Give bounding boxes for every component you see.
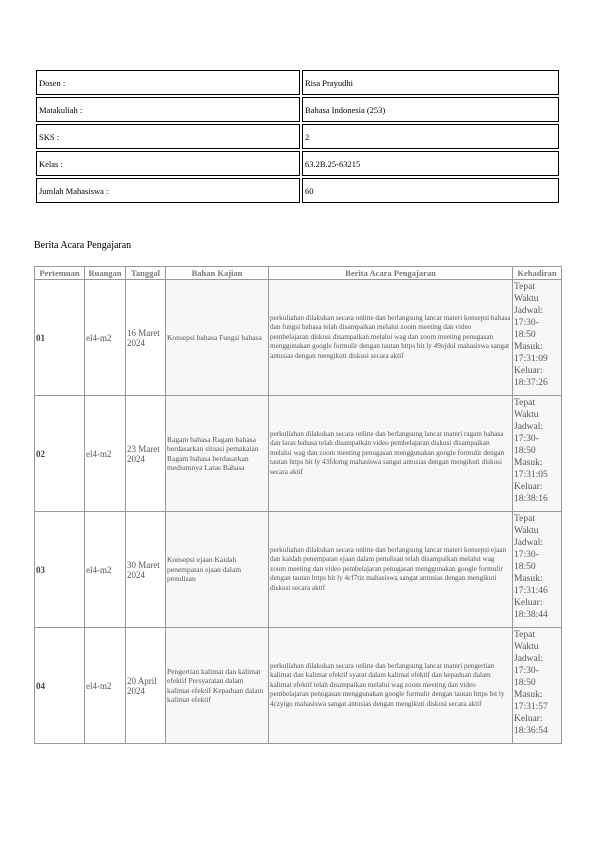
room: el4-m2 [85, 396, 126, 512]
topic: Konsepsi ejaan Kaidah penempatan ejaan dalam penulisan [166, 512, 269, 628]
room: el4-m2 [85, 628, 126, 744]
table-row [35, 396, 562, 512]
table-row [35, 280, 562, 396]
record-text: perkuliahan dilakukan secara online dan berlangsung lancar materi konsepsi bahasa dan fungsi bahasa telah disampaikan melalui zoom meeting dan video pembelajaran diskusi disampaikan melalui wag dan zoom meeting penugasan menggunakan google formulir dengan tautan https bit ly 49ojdol mahasiswa sangat antusias dengan mengikuti diskusi secara aktif [269, 280, 513, 396]
info-row-students [36, 178, 559, 203]
attendance: Tepat Waktu Jadwal: 17:30-18:50 Masuk: 17:31:46 Keluar: 18:38:44 [513, 512, 562, 628]
section-title: Berita Acara Pengajaran [34, 240, 132, 251]
table-row [35, 628, 562, 744]
attendance: Tepat Waktu Jadwal: 17:30-18:50 Masuk: 17:31:57 Keluar: 18:36:54 [513, 628, 562, 744]
header-date: Tanggal [126, 267, 166, 280]
date: 30 Maret 2024 [126, 512, 166, 628]
info-label: Kelas : [36, 151, 300, 176]
record-text: perkuliahan dilakukan secara online dan berlangsung lancar materi ragam bahasa dan laras bahasa telah disampaikan video pembelajaran diskusi disampaikan melalui wag dan zoom meeting penugasan menggunakan google formulir dengan tautan https bit ly 43fdomg mahasiswa sangat antusias dengan mengikuti diskusi secara aktif [269, 396, 513, 512]
info-row-lecturer [36, 70, 559, 95]
table-header-row [35, 267, 562, 280]
info-value: 63.2B.25-63215 [302, 151, 559, 176]
topic: Ragam bahasa Ragam bahasa berdasarkan situasi pemakaian Ragam bahasa berdasarkan mediumnya Laras Bahasa [166, 396, 269, 512]
topic: Konsepsi bahasa Fungsi bahasa [166, 280, 269, 396]
table-row [35, 512, 562, 628]
attendance: Tepat Waktu Jadwal: 17:30-18:50 Masuk: 17:31:05 Keluar: 18:38:16 [513, 396, 562, 512]
teaching-record-table [34, 266, 562, 744]
date: 23 Maret 2024 [126, 396, 166, 512]
record-text: perkuliahan dilakukan secara online dan berlangsung lancar materi konsepsi ejaan dan kaidah penempatan ejaan dalam penulisan telah disampaikan melalui wag zoom meeting dan video pembelajaran penugasan menggunakan google formulir dengan tautan https bit ly 4cf7tiz mahasiswa sangat antusias dengan mengikuti diskusi secara aktif [269, 512, 513, 628]
meeting-number: 02 [35, 396, 85, 512]
info-value: Risa Prayudhi [302, 70, 559, 95]
header-record: Berita Acara Pengajaran [269, 267, 513, 280]
meeting-number: 01 [35, 280, 85, 396]
topic: Pengertian kalimat dan kalimat efektif Persyaratan dalam kalimat efektif Kepaduan dalam kalimat efektif [166, 628, 269, 744]
info-value: 2 [302, 124, 559, 149]
meeting-number: 04 [35, 628, 85, 744]
room: el4-m2 [85, 280, 126, 396]
attendance: Tepat Waktu Jadwal: 17:30-18:50 Masuk: 17:31:09 Keluar: 18:37:26 [513, 280, 562, 396]
room: el4-m2 [85, 512, 126, 628]
info-value: 60 [302, 178, 559, 203]
record-text: perkuliahan dilakukan secara online dan berlangsung lancar materi pengertian kalimat dan kalimat efektif syarat dalam kalimat efektif dan kepaduan dalam kalimat efektif telah disampaikan melalui wag zoom meeting dan video pembelajaran penugasan menggunakan google formulir dengan tautan https bit ly 4czyigo mahasiswa sangat antusias dengan mengikuti diskusi secara aktif [269, 628, 513, 744]
info-value: Bahasa Indonesia (253) [302, 97, 559, 122]
info-row-credits [36, 124, 559, 149]
header-topic: Bahan Kajian [166, 267, 269, 280]
meeting-number: 03 [35, 512, 85, 628]
info-label: Matakuliah : [36, 97, 300, 122]
info-row-class [36, 151, 559, 176]
header-room: Ruangan [85, 267, 126, 280]
info-label: Jumlah Mahasiswa : [36, 178, 300, 203]
info-label: SKS : [36, 124, 300, 149]
info-row-course [36, 97, 559, 122]
date: 20 April 2024 [126, 628, 166, 744]
header-attendance: Kehadiran [513, 267, 562, 280]
header-meeting: Pertemuan [35, 267, 85, 280]
date: 16 Maret 2024 [126, 280, 166, 396]
info-label: Dosen : [36, 70, 300, 95]
course-info-table [34, 68, 561, 205]
